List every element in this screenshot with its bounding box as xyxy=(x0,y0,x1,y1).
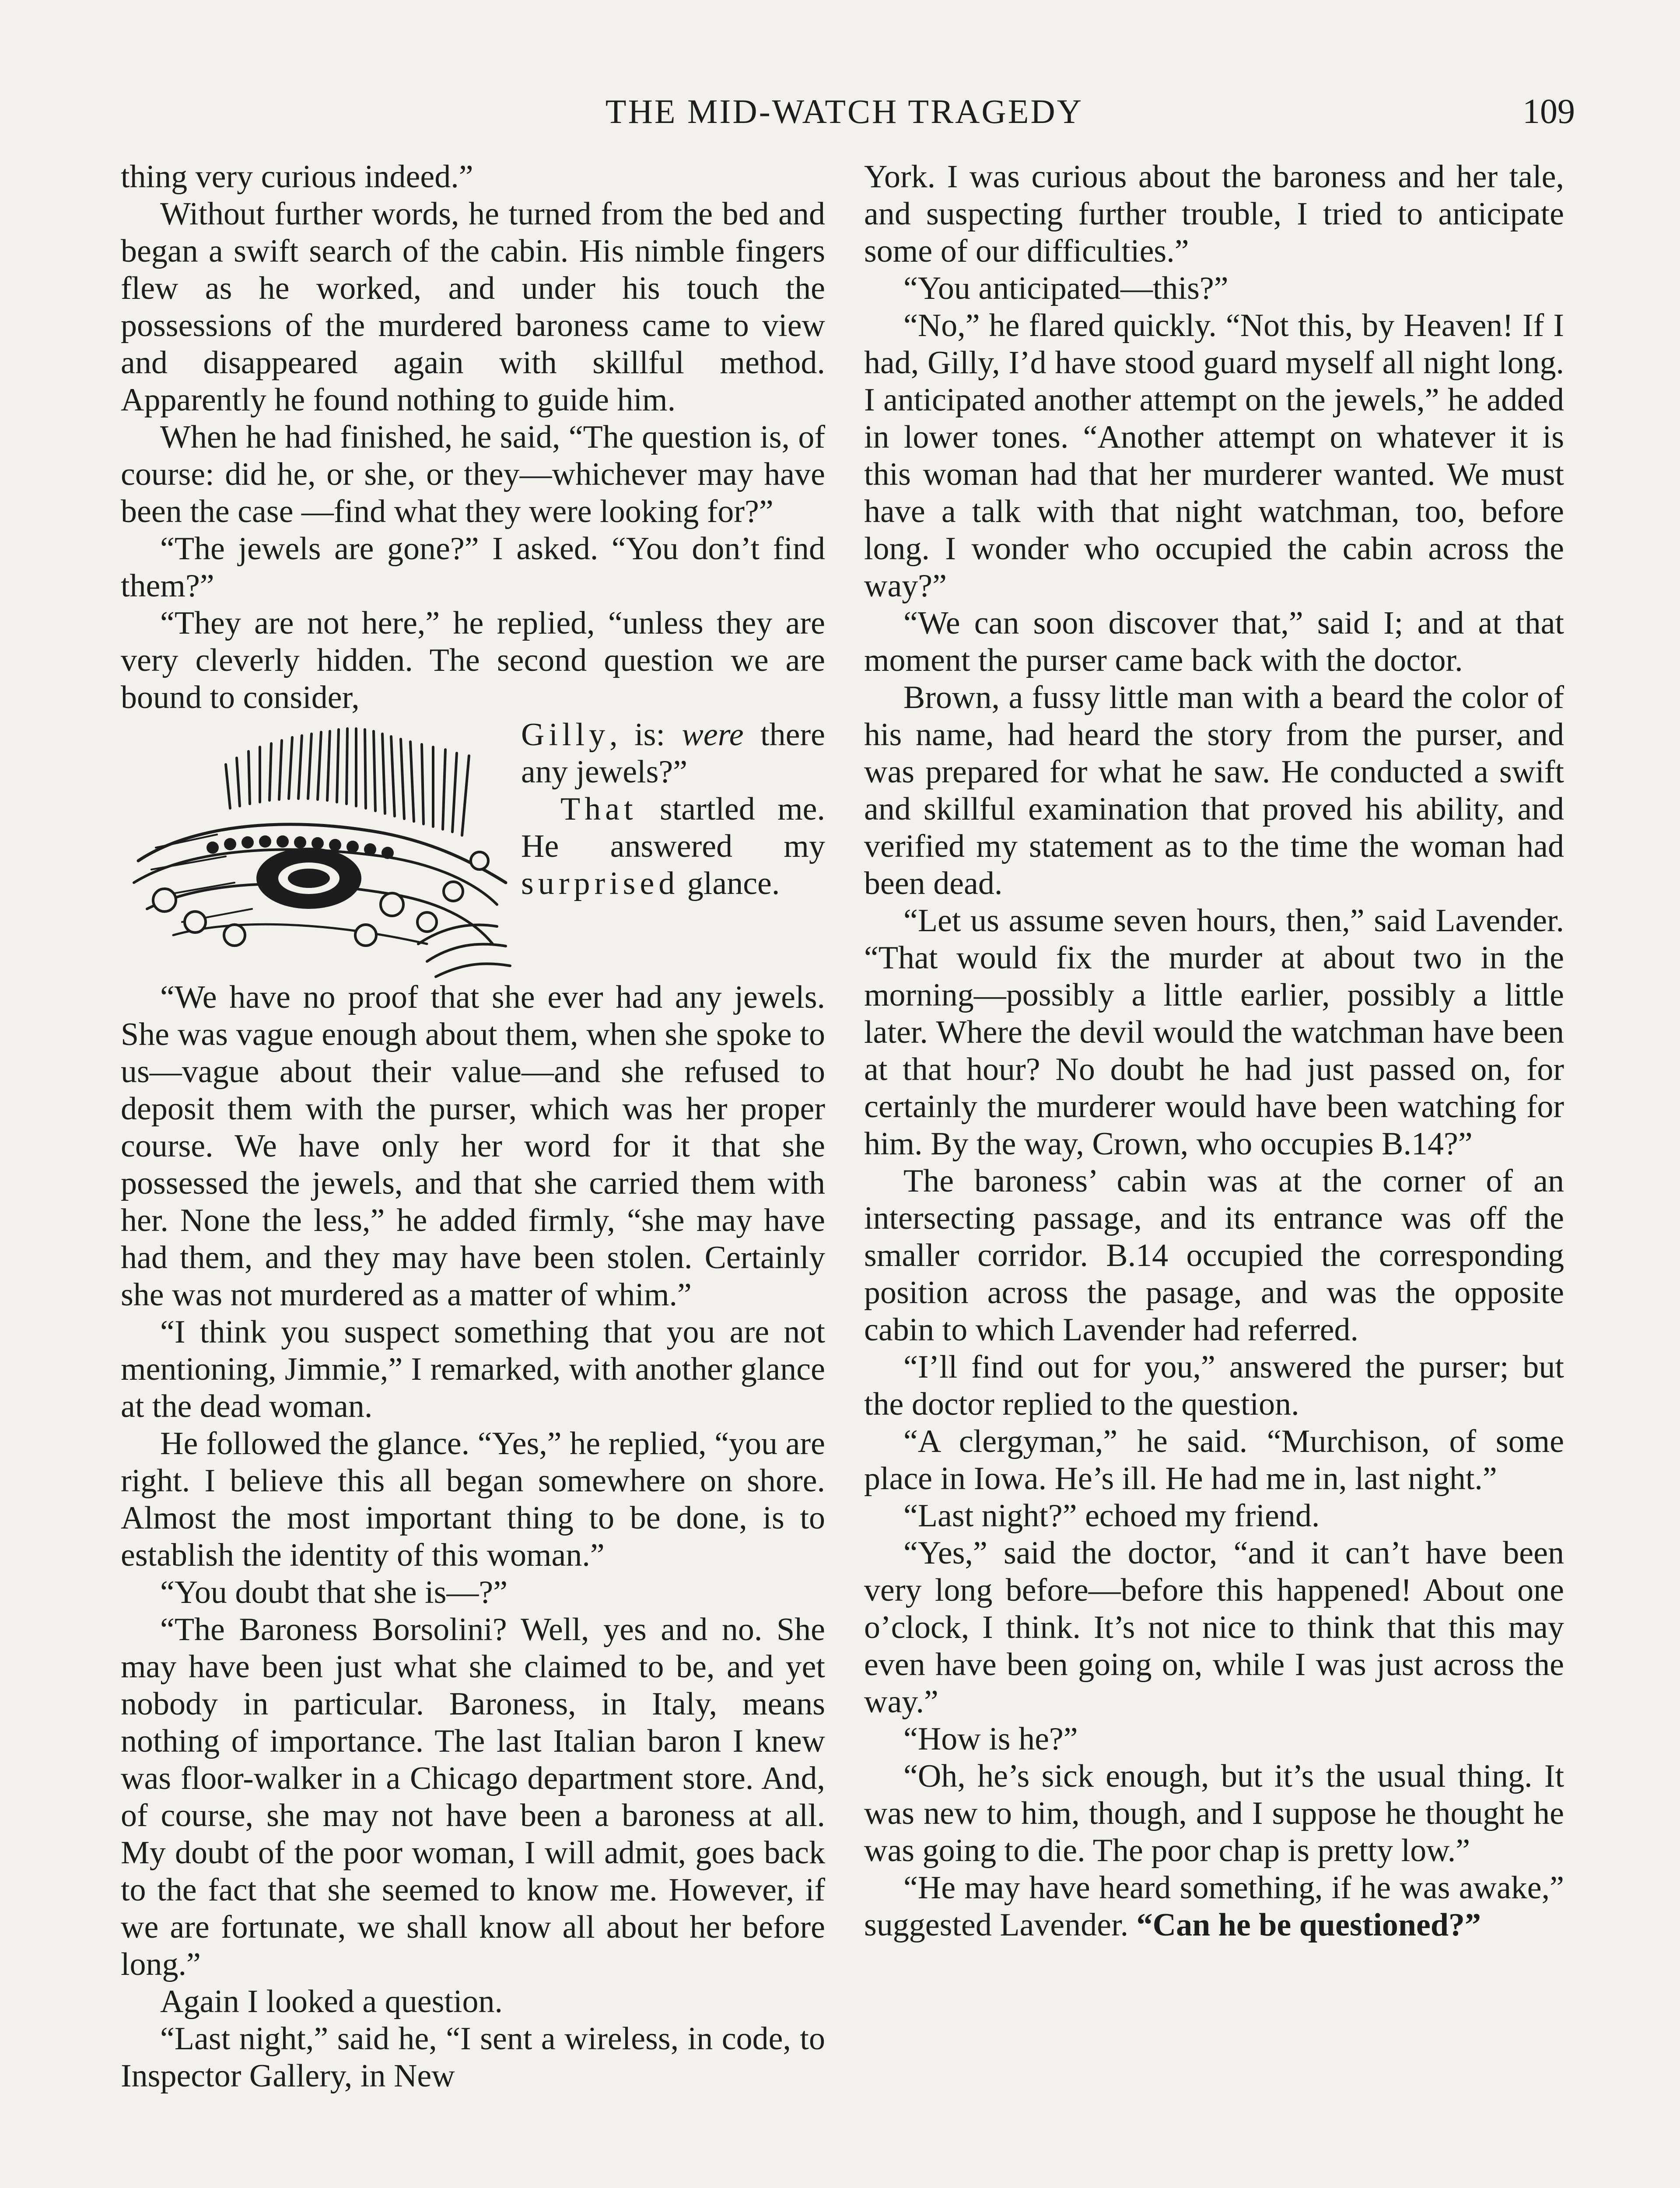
running-title: THE MID-WATCH TRAGEDY xyxy=(605,92,1084,130)
paragraph: thing very curious indeed.” xyxy=(121,159,473,195)
paragraph: “No,” he flared quickly. “Not this, by Heaven! If I had, Gilly, I’d have stood guard myself all night long. I anticipated another attempt on the jewels,” he added in lower tones. “Another attempt on whatever it is this woman had that her murderer wanted. We must have a talk with that night watchman, too, before long. I wonder who occupied the cabin across the way?” xyxy=(864,308,1564,604)
paragraph: “You doubt that she is—?” xyxy=(160,1574,508,1610)
paragraph: “Let us assume seven hours, then,” said Lavender. “That would fix the murder at about two in the morning—possibly a little earlier, possibly a little later. Where the devil would the watchman have been at that hour? No doubt he had just passed on, for certainly the murderer would have been watching for him. By the way, Crown, who occupies B.14?” xyxy=(864,903,1564,1162)
paragraph: “Last night,” said he, “I sent a wireless, in code, to Inspector Gallery, in New xyxy=(121,2021,825,2094)
paragraph: “The Baroness Borsolini? Well, yes and no. She may have been just what she claimed to be, and yet nobody in particular. Baroness, in Italy, means nothing of importance. The last Italian baron I knew was floor-walker in a Chicago department store. And, of course, she may not have been a baroness at all. My doubt of the poor woman, I will admit, goes back to the fact that she seemed to know me. However, if we are fortunate, we shall know all about her before long.” xyxy=(121,1612,825,1982)
name-gilly: Gilly xyxy=(521,717,610,753)
right-column xyxy=(864,158,1564,1944)
paragraph: “Oh, he’s sick enough, but it’s the usual thing. It was new to him, though, and I suppose he thought he was going to die. The poor chap is pretty low.” xyxy=(864,1758,1564,1869)
paragraph: “Last night?” echoed my friend. xyxy=(903,1498,1320,1534)
paragraph: Without further words, he turned from the bed and began a swift search of the cabin. His nimble fingers flew as he worked, and under his touch the possessions of the murdered baroness came to view and disappeared again with skillful method. Apparently he found nothing to guide him. xyxy=(121,196,825,418)
paragraph: That startled me. He answered my surprised glance. xyxy=(521,791,825,901)
page-number: 109 xyxy=(1522,92,1575,131)
paragraph: “We can soon discover that,” said I; and at that moment the purser came back with the doctor. xyxy=(864,605,1564,678)
paragraph: York. I was curious about the baroness and her tale, and suspecting further trouble, I tried to anticipate some of our difficulties.” xyxy=(864,159,1564,269)
paragraph: “They are not here,” he replied, “unless they are very cleverly hidden. The second question we are bound to consider, xyxy=(121,605,825,715)
paragraph: Gilly, is: were there any jewels?” xyxy=(521,717,825,790)
paragraph: “I’ll find out for you,” answered the purser; but the doctor replied to the question. xyxy=(864,1349,1564,1422)
paragraph: “How is he?” xyxy=(903,1721,1078,1757)
italic-word: were xyxy=(682,717,744,753)
illustration-block xyxy=(121,716,825,979)
paragraph: “I think you suspect something that you are not mentioning, Jimmie,” I remarked, with another glance at the dead woman. xyxy=(121,1314,825,1424)
left-column xyxy=(121,158,825,2095)
paragraph: “He may have heard something, if he was awake,” suggested Lavender. “Can he be questioned?” xyxy=(864,1870,1564,1943)
paragraph: Brown, a fussy little man with a beard the color of his name, had heard the story from the purser, and was prepared for what he saw. He conducted a swift and skillful examination that proved his ability, and verified my statement as to the time the woman had been dead. xyxy=(864,680,1564,901)
paragraph: “We have no proof that she ever had any jewels. She was vague enough about them, when she spoke to us—vague about their value—and she refused to deposit them with the purser, which was her proper course. We have only her word for it that she possessed the jewels, and that she carried them with her. None the less,” he added firmly, “she may have had them, and they may have been stolen. Certainly she was not murdered as a matter of whim.” xyxy=(121,979,825,1313)
paragraph: When he had finished, he said, “The question is, of course: did he, or she, or they—whichever may have been the case —find what they were looking for?” xyxy=(121,419,825,529)
paragraph: “Yes,” said the doctor, “and it can’t have been very long before—before this happened! About one o’clock, I think. It’s not nice to think that this may even have been going on, while I was just across the way.” xyxy=(864,1535,1564,1720)
paragraph: Again I looked a question. xyxy=(160,1984,503,2020)
paragraph: The baroness’ cabin was at the corner of an intersecting passage, and its entrance was off the smaller corridor. B.14 occupied the corresponding position across the pasage, and was the opposite cabin to which Lavender had referred. xyxy=(864,1163,1564,1348)
paragraph: He followed the glance. “Yes,” he replied, “you are right. I believe this all began somewhere on shore. Almost the most important thing to be done, is to establish the identity of this woman.” xyxy=(121,1426,825,1573)
jewels-illustration xyxy=(121,716,517,979)
paragraph: “The jewels are gone?” I asked. “You don’t find them?” xyxy=(121,531,825,604)
paragraph: “You anticipated—this?” xyxy=(903,270,1228,306)
paragraph: “A clergyman,” he said. “Murchison, of some place in Iowa. He’s ill. He had me in, last night.” xyxy=(864,1424,1564,1497)
